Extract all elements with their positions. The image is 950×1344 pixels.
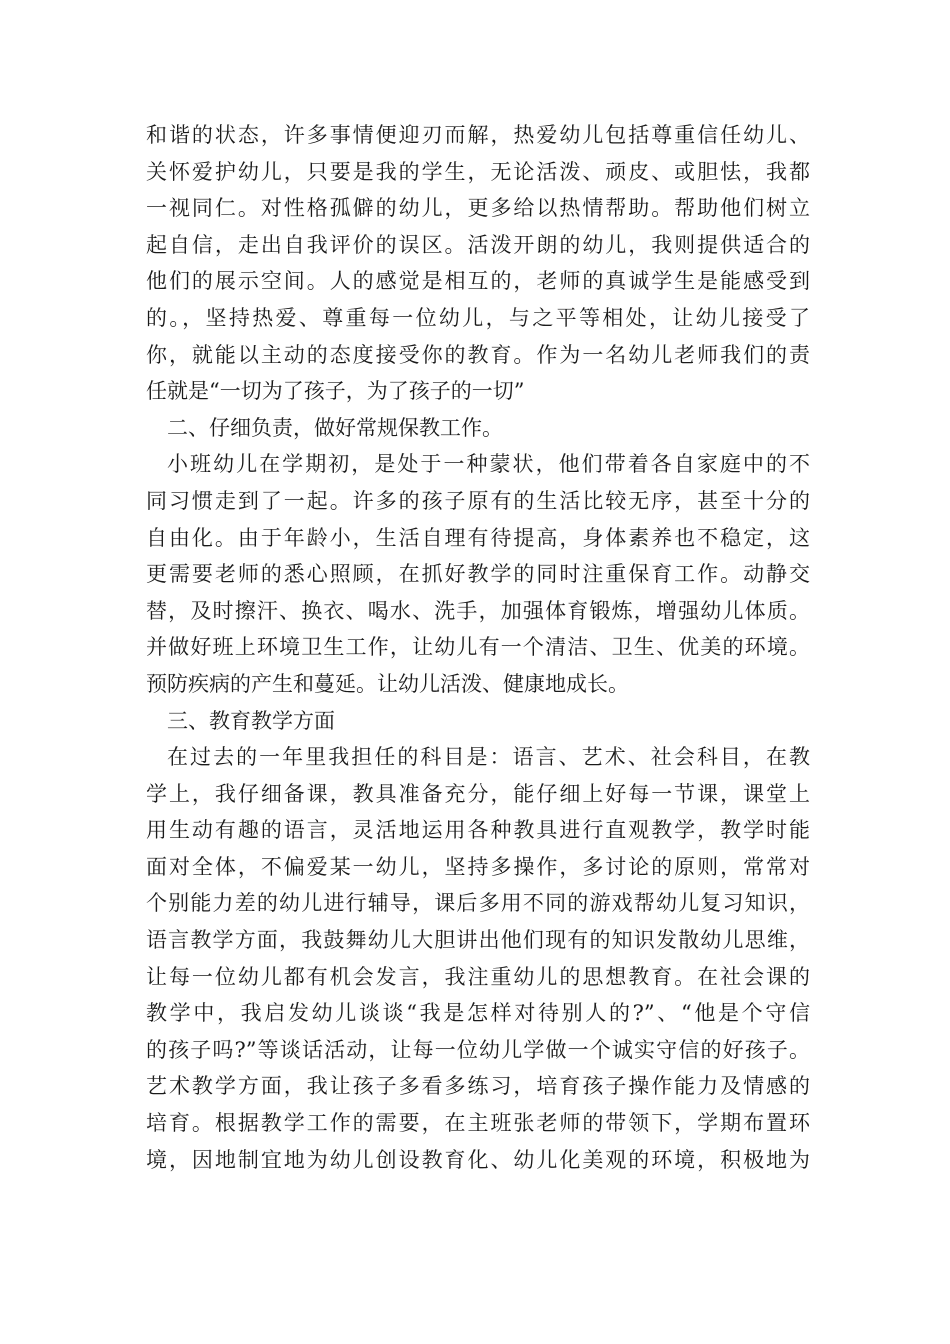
text-line: 语言教学方面，我鼓舞幼儿大胆讲出他们现有的知识发散幼儿思维， (146, 928, 810, 953)
text-line: 用生动有趣的语言，灵活地运用各种教具进行直观教学，教学时能 (146, 818, 810, 843)
text-line: 替，及时擦汗、换衣、喝水、洗手，加强体育锻炼，增强幼儿体质。 (146, 598, 810, 623)
text-line: 他们的展示空间。人的感觉是相互的，老师的真诚学生是能感受到 (146, 269, 810, 294)
text-line: 一视同仁。对性格孤僻的幼儿，更多给以热情帮助。帮助他们树立 (146, 196, 810, 221)
text-line: 自由化。由于年龄小，生活自理有待提高，身体素养也不稳定，这 (146, 525, 810, 550)
section-heading: 三、教育教学方面 (167, 708, 335, 733)
text-line: 个别能力差的幼儿进行辅导，课后多用不同的游戏帮幼儿复习知识， (146, 891, 810, 916)
text-line: 学上，我仔细备课，教具准备充分，能仔细上好每一节课，课堂上 (146, 781, 810, 806)
text-line: 预防疾病的产生和蔓延。让幼儿活泼、健康地成长。 (146, 671, 629, 696)
text-line: 同习惯走到了一起。许多的孩子原有的生活比较无序，甚至十分的 (146, 488, 810, 513)
document-body (146, 117, 810, 1178)
text-line: 任就是“一切为了孩子，为了孩子的一切” (146, 379, 525, 404)
text-line: 你，就能以主动的态度接受你的教育。作为一名幼儿老师我们的责 (146, 342, 810, 367)
text-line: 关怀爱护幼儿，只要是我的学生，无论活泼、顽皮、或胆怯，我都 (146, 159, 810, 184)
text-line: 更需要老师的悉心照顾，在抓好教学的同时注重保育工作。动静交 (146, 562, 810, 587)
text-line: 的孩子吗?”等谈话活动，让每一位幼儿学做一个诚实守信的好孩子。 (146, 1037, 810, 1062)
text-line: 教学中，我启发幼儿谈谈“我是怎样对待别人的?”、“他是个守信 (146, 1001, 810, 1026)
text-line: 让每一位幼儿都有机会发言，我注重幼儿的思想教育。在社会课的 (146, 964, 810, 989)
text-line: 小班幼儿在学期初，是处于一种蒙状，他们带着各自家庭中的不 (167, 452, 810, 477)
text-line: 起自信，走出自我评价的误区。活泼开朗的幼儿，我则提供适合的 (146, 232, 810, 257)
text-line: 在过去的一年里我担任的科目是：语言、艺术、社会科目，在教 (167, 745, 810, 770)
text-line: 艺术教学方面，我让孩子多看多练习，培育孩子操作能力及情感的 (146, 1074, 810, 1099)
text-line: 并做好班上环境卫生工作，让幼儿有一个清洁、卫生、优美的环境。 (146, 635, 810, 660)
text-line: 的。，坚持热爱、尊重每一位幼儿，与之平等相处，让幼儿接受了 (146, 305, 810, 330)
section-heading: 二、仔细负责，做好常规保教工作。 (167, 415, 503, 440)
text-line: 和谐的状态，许多事情便迎刃而解，热爱幼儿包括尊重信任幼儿、 (146, 123, 810, 147)
text-line: 境，因地制宜地为幼儿创设教育化、幼儿化美观的环境，积极地为 (146, 1147, 810, 1172)
text-line: 培育。根据教学工作的需要，在主班张老师的带领下，学期布置环 (146, 1111, 810, 1136)
text-line: 面对全体，不偏爱某一幼儿，坚持多操作，多讨论的原则，常常对 (146, 854, 810, 879)
